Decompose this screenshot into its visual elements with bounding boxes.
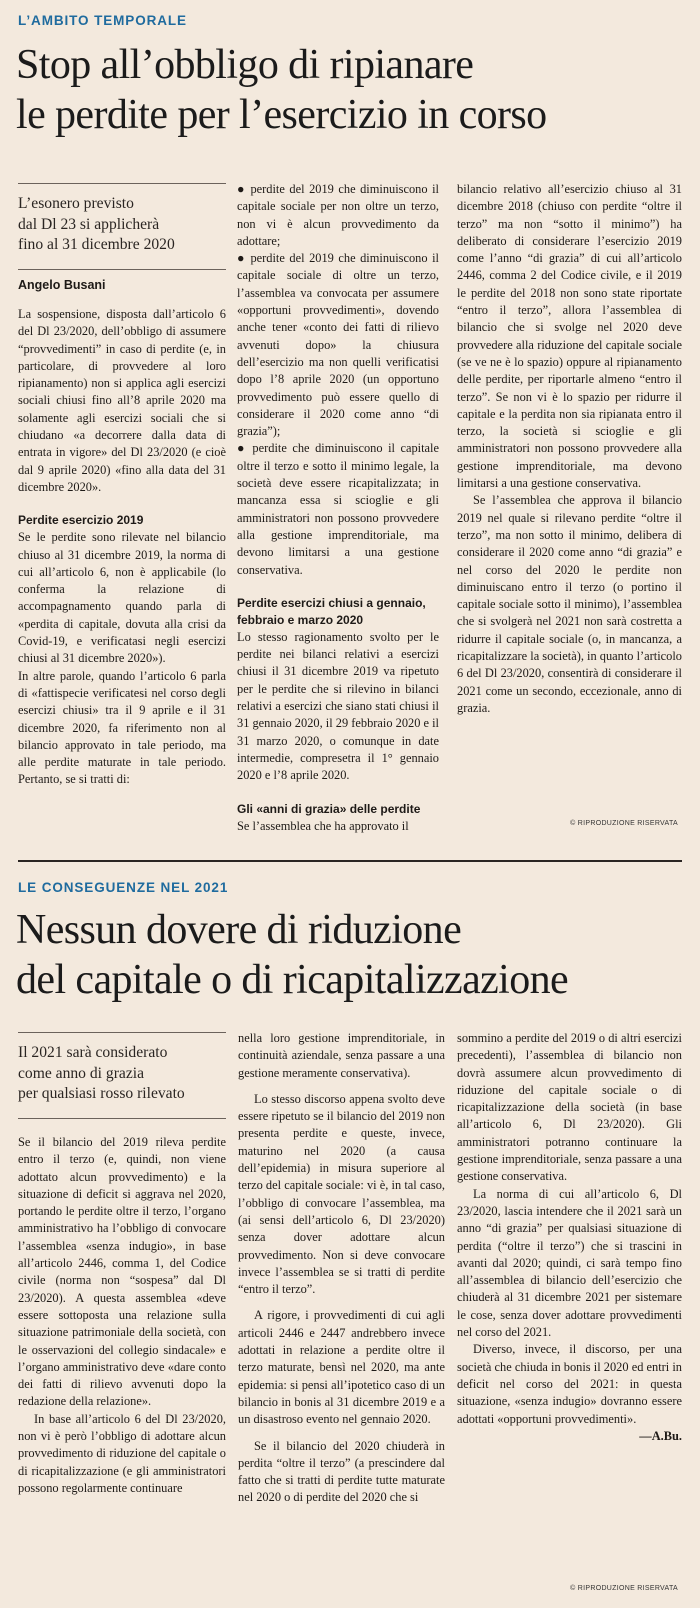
article1-byline: Angelo Busani	[18, 278, 106, 292]
article2-summary-line1: Il 2021 sarà considerato	[18, 1044, 168, 1061]
article1-subheading: Perdite esercizi chiusi a gennaio, febbraio e marzo 2020	[237, 595, 426, 627]
article2-paragraph: La norma di cui all’articolo 6, Dl 23/2020, lascia intendere che il 2021 sarà un anno “di grazia” per qualsiasi situazione di perdita (“oltre il terzo”) che si trascini in avanti dal 2020; quindi, ci sarà tempo fino all’assemblea di bilancio dell’esercizio che chiuderà al 31 dicembre 2021 per sistemare le cose, senza dover adottare provvedimenti nel corso del 2021.	[457, 1186, 682, 1340]
article2-headline	[16, 905, 686, 1005]
article2-paragraph: Lo stesso discorso appena svolto deve essere ripetuto se il bilancio del 2019 non presenta perdite e queste, invece, maturino nel 2020 (a causa dell’epidemia) in misura superiore al terzo del capitale sociale: vi è, in tal caso, l’obbligo di convocare l’assemblea, ma (ai sensi dell’articolo 6, Dl 23/2020) senza dover adottare alcun provvedimento. Non si deve convocare invece l’assemblea se si tratti di perdite “entro il terzo”.	[238, 1091, 445, 1297]
article2-summary	[18, 1032, 226, 1119]
article1-column-3	[457, 181, 682, 817]
article2-paragraph: sommino a perdite del 2019 o di altri esercizi precedenti), l’assemblea di bilancio non dovrà assumere alcun provvedimento di riduzione del capitale sociale o di ricapitalizzazione della società (in base all’articolo 6, Dl 23/2020). Gli amministratori potranno continuare la gestione imprenditoriale, senza passare a una gestione conservativa.	[457, 1031, 682, 1184]
article2-column-1	[18, 1134, 226, 1599]
article2-summary-line2: come anno di grazia	[18, 1064, 144, 1082]
article1-summary-line1: L’esonero previsto	[18, 195, 134, 212]
article-divider	[18, 860, 682, 862]
article2-paragraph: Se il bilancio del 2019 rileva perdite entro il terzo (e, quindi, non viene adottato alcun provvedimento) e la situazione di deficit si aggrava nel 2020, portando le perdite oltre il terzo, l’organo amministrativo ha l’obbligo di convocare l’assemblea «senza indugio», in base all’articolo 2446, comma 1, del Codice civile (norma non “sospesa” dal Dl 23/2020). A questa assemblea «deve essere sottoposta una relazione sulla situazione patrimoniale della società, con le osservazioni del collegio sindacale» e l’organo amministrativo deve «dare conto dei fatti di rilievo avvenuti dopo la redazione della relazione».	[18, 1135, 226, 1409]
article2-headline-line1: Nessun dovere di riduzione	[16, 907, 462, 953]
article1-summary	[18, 183, 226, 270]
article2-headline-line2: del capitale o di ricapitalizzazione	[16, 957, 569, 1003]
article1-paragraph: Se le perdite sono rilevate nel bilancio chiuso al 31 dicembre 2019, la norma di cui all’articolo 6, non è applicabile (lo conferma la relazione di accompagnamento quando parla di «perdita di capitale, dovuta alla crisi da Covid-19, e verificatasi negli esercizi chiusi al 31 dicembre 2020»).	[18, 530, 226, 666]
article1-bullet: ● perdite del 2019 che diminuiscono il capitale sociale per non oltre un terzo, non vi è alcun provvedimento da adottare;	[237, 182, 439, 248]
article1-paragraph: bilancio relativo all’esercizio chiuso al 31 dicembre 2018 (chiuso con perdite “oltre il terzo” ma non “sotto il minimo”) ha deliberato di considerare l’esercizio 2019 come l’anno “di grazia” di cui all’articolo 2446, comma 2 del Codice civile, e il 2019 le perdite del 2018 non sono state riportate “entro il terzo”, allora l’assemblea di bilancio che si svolge nel 2020 deve provvedere alla riduzione del capitale sociale (se ve ne è lo spazio) oppure al ripianamento delle perdite, per riportarle almeno “entro il terzo”. Se non vi è lo spazio per ridurre il capitale e la perdita non sia ripianata entro il terzo, la società si scioglie e gli amministratori non possono provvedere alla gestione imprenditoriale, ma devono limitarsi a una gestione conservativa.	[457, 182, 682, 491]
article2-column-2	[238, 1030, 445, 1600]
article1-headline-line2: le perdite per l’esercizio in corso	[16, 92, 547, 138]
article1-bullet: ● perdite che diminuiscono il capitale oltre il terzo e sotto il minimo legale, la società deve essere ricapitalizzata; in mancanza essa si scioglie e gli amministratori non possono provvedere alla gestione imprenditoriale, ma devono limitarsi a una gestione conservativa.	[237, 441, 439, 577]
article1-column-2	[237, 181, 439, 833]
article2-column-3	[457, 1030, 682, 1582]
article1-subheading: Gli «anni di grazia» delle perdite	[237, 801, 421, 816]
article1-bullet: ● perdite del 2019 che diminuiscono il capitale sociale di oltre un terzo, l’assemblea va convocata per assumere «opportuni provvedimenti», dovendo anche tener «conto dei fatti di rilievo avvenuti dopo» la chiusura dell’esercizio ma non quelli verificatisi dopo l’8 aprile 2020 (un opportuno provvedimento può essere quello di considerare il 2020 come anno “di grazia”);	[237, 251, 439, 439]
article1-summary-line2: dal Dl 23 si applicherà	[18, 215, 160, 233]
article1-paragraph: Se l’assemblea che approva il bilancio 2019 nel quale si rilevano perdite “oltre il terzo”, ma non sotto il minimo, delibera di considerare il 2020 come anno “di grazia” e nel corso del 2020 le perdite non diminuiscano entro il terzo (o portino il capitale sociale sotto il minimo), l’assemblea che si svolgerà nel 2021 non sarà costretta a ridurre il capitale sociale (o, in mancanza, a ricapitalizzare la società), in quanto l’articolo 6 del Dl 23/2020, consentirà di considerare il 2021 come un secondo, eccezionale, anno di grazia.	[457, 493, 682, 715]
article2-signature: —A.Bu.	[639, 1428, 682, 1443]
article1-copyright: © RIPRODUZIONE RISERVATA	[570, 820, 678, 827]
article1-column-1	[18, 306, 226, 831]
article2-paragraph: Diverso, invece, il discorso, per una società che chiuda in bonis il 2020 ed entri in deficit nel corso del 2021: in questa situazione, «senza indugio» dovranno essere adottati «opportuni provvedimenti».	[457, 1342, 682, 1426]
article1-paragraph: In altre parole, quando l’articolo 6 parla di «fattispecie verificatesi nel corso degli esercizi chiusi» tra il 9 aprile e il 31 dicembre 2020, fa riferimento non al bilancio approvato in tale periodo, ma alle perdite maturate in tale periodo. Pertanto, se si tratti di:	[18, 668, 226, 787]
article2-copyright: © RIPRODUZIONE RISERVATA	[570, 1585, 678, 1592]
article1-kicker: L’AMBITO TEMPORALE	[18, 13, 187, 28]
article2-paragraph: In base all’articolo 6 del Dl 23/2020, non vi è però l’obbligo di adottare alcun provvedimento di riduzione del capitale o di ricapitalizzazione (e gli amministratori possono regolarmente continuare	[18, 1411, 226, 1495]
article1-headline	[16, 40, 686, 140]
article1-subheading: Perdite esercizio 2019	[18, 513, 144, 528]
article1-paragraph: Lo stesso ragionamento svolto per le perdite nei bilanci relativi a esercizi chiusi il 31 dicembre 2019 va ripetuto per le perdite che si rilevino in bilanci relativi a esercizi che siano stati chiusi il 31 gennaio 2020, il 29 febbraio 2020 e il 31 marzo 2020, o comunque in date intermedie, compresetra il 1° gennaio 2020 e l’8 aprile 2020.	[237, 629, 439, 783]
article2-paragraph: Se il bilancio del 2020 chiuderà in perdita “oltre il terzo” (a prescindere dal fatto che si tratti di perdite tutte maturate nel 2020 o di perdite del 2020 che si	[238, 1438, 445, 1505]
article1-paragraph: Se l’assemblea che ha approvato il	[237, 818, 409, 833]
article2-kicker: LE CONSEGUENZE NEL 2021	[18, 880, 229, 895]
article2-paragraph: A rigore, i provvedimenti di cui agli articoli 2446 e 2447 andrebbero invece adottati in relazione a perdite oltre il terzo maturate, bensì nel 2020, ma ante epidemia: si pensi all’ipotetico caso di un bilancio in bonis al 31 dicembre 2019 e a un disastroso evento nel gennaio 2020.	[238, 1308, 445, 1427]
article1-headline-line1: Stop all’obbligo di ripianare	[16, 42, 474, 88]
article2-summary-line3: per qualsiasi rosso rilevato	[18, 1085, 185, 1102]
article1-summary-line3: fino al 31 dicembre 2020	[18, 236, 175, 253]
article2-paragraph: nella loro gestione imprenditoriale, in continuità aziendale, senza passare a una gestione meramente conservativa).	[238, 1031, 445, 1080]
article1-paragraph: La sospensione, disposta dall’articolo 6 del Dl 23/2020, dell’obbligo di assumere “provvedimenti” in caso di perdite (e, in particolare, di provvedere al loro ripianamento) non si applica agli esercizi sociali chiusi fino all’8 aprile 2020 ma solamente agli esercizi sociali che si chiudano «a decorrere dalla data di entrata in vigore» del Dl 23/2020 (e cioè dal 9 aprile 2020) «fino alla data del 31 dicembre 2020».	[18, 307, 226, 494]
